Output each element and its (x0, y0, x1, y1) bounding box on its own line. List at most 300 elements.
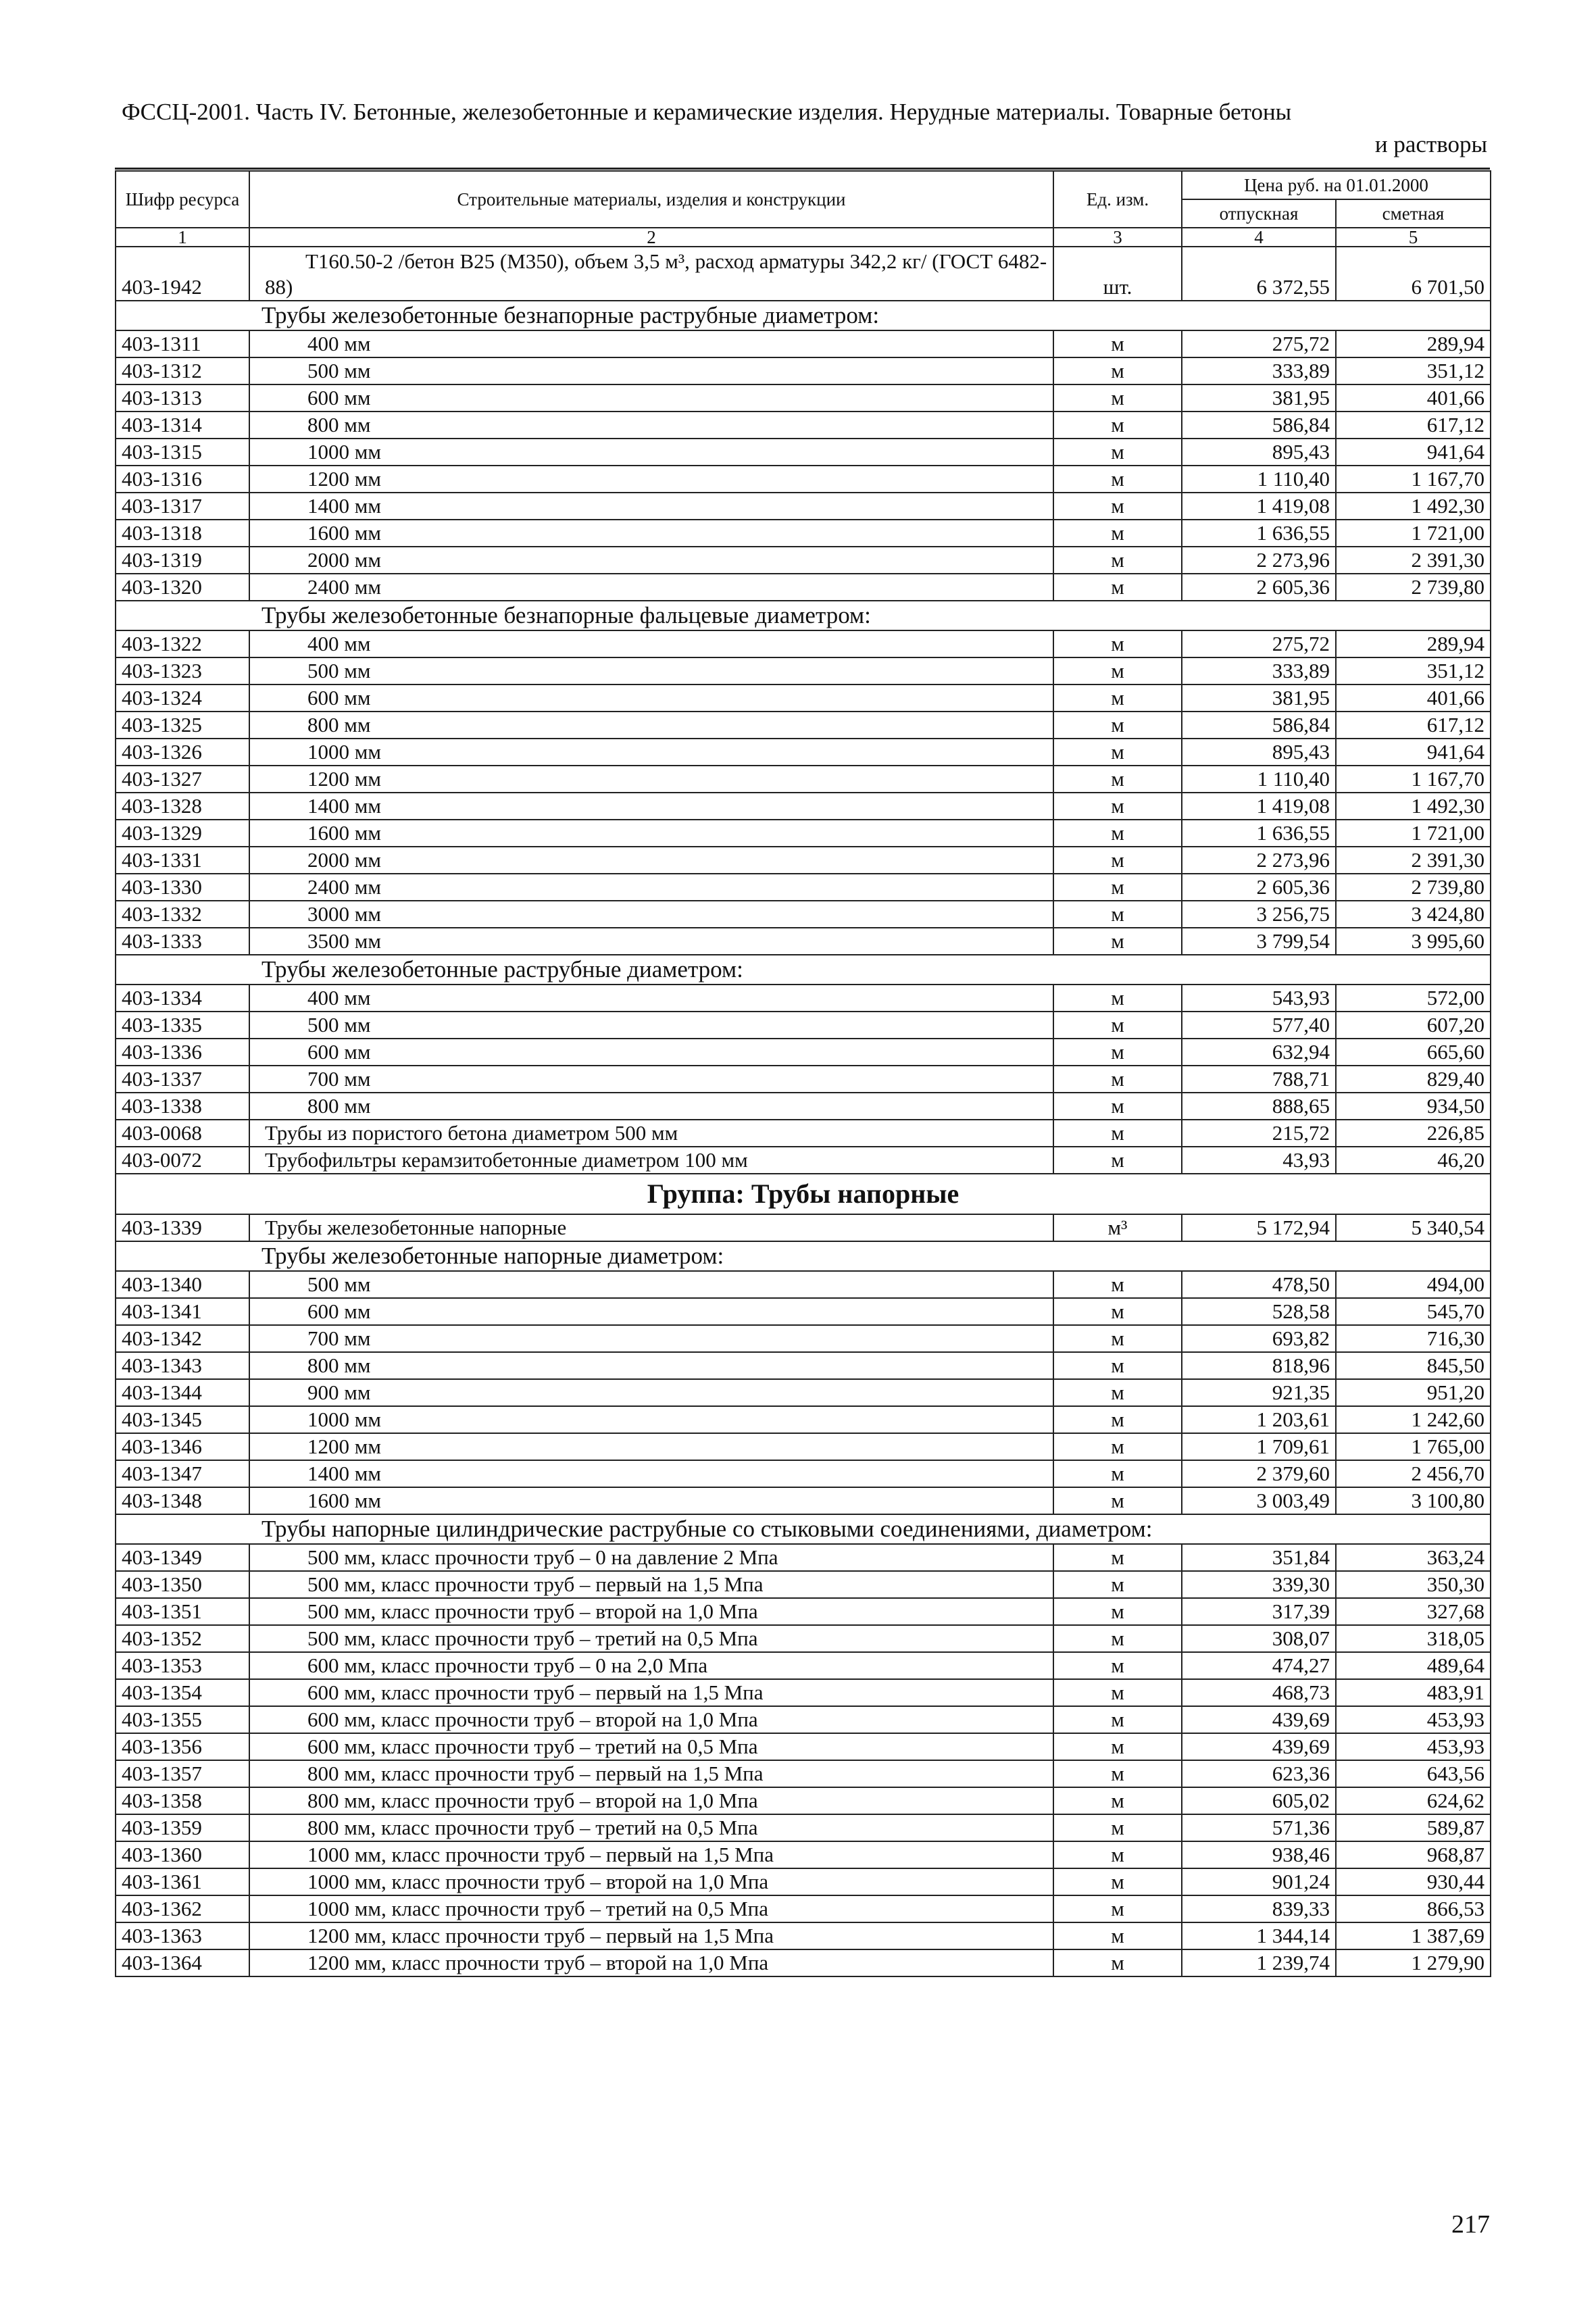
price-estimate-cell: 494,00 (1336, 1271, 1491, 1298)
material-name-cell: 1000 мм, класс прочности труб – первый на 1,5 Мпа (249, 1841, 1053, 1868)
resource-code-cell: 403-1313 (116, 384, 249, 412)
unit-cell: м (1053, 1066, 1182, 1093)
unit-cell: м (1053, 1949, 1182, 1976)
material-name-cell: 500 мм, класс прочности труб – второй на 1,0 Мпа (249, 1598, 1053, 1625)
price-estimate-cell: 2 456,70 (1336, 1460, 1491, 1487)
price-release-cell: 43,93 (1182, 1147, 1336, 1174)
price-estimate-cell: 1 492,30 (1336, 493, 1491, 520)
resource-code-cell: 403-1344 (116, 1379, 249, 1406)
unit-cell: м (1053, 412, 1182, 439)
price-estimate-cell: 665,60 (1336, 1039, 1491, 1066)
material-name-cell: 2400 мм (249, 874, 1053, 901)
material-name-cell: 1400 мм (249, 793, 1053, 820)
resource-code-cell: 403-1343 (116, 1352, 249, 1379)
material-name-cell: Трубы железобетонные напорные (249, 1214, 1053, 1241)
table-row (116, 574, 1491, 601)
table-row (116, 330, 1491, 357)
resource-code-cell: 403-1363 (116, 1922, 249, 1949)
price-estimate-cell: 46,20 (1336, 1147, 1491, 1174)
resource-code-cell: 403-1352 (116, 1625, 249, 1652)
resource-code-cell: 403-1345 (116, 1406, 249, 1433)
material-name-cell: 1200 мм (249, 766, 1053, 793)
unit-cell: м (1053, 1868, 1182, 1895)
material-name-cell: 500 мм (249, 357, 1053, 384)
price-release-cell: 351,84 (1182, 1544, 1336, 1571)
unit-cell: м (1053, 1571, 1182, 1598)
price-estimate-cell: 363,24 (1336, 1544, 1491, 1571)
price-estimate-cell: 930,44 (1336, 1868, 1491, 1895)
unit-cell: м (1053, 1012, 1182, 1039)
price-estimate-cell: 226,85 (1336, 1120, 1491, 1147)
price-release-cell: 1 110,40 (1182, 766, 1336, 793)
price-estimate-cell: 2 739,80 (1336, 574, 1491, 601)
unit-cell: м (1053, 1922, 1182, 1949)
resource-code-cell: 403-1351 (116, 1598, 249, 1625)
section-heading-row (116, 1514, 1491, 1544)
table-row (116, 874, 1491, 901)
unit-cell: м (1053, 901, 1182, 928)
price-estimate-cell: 3 424,80 (1336, 901, 1491, 928)
material-name-cell: Трубофильтры керамзитобетонные диаметром 100 мм (249, 1147, 1053, 1174)
material-name-cell: 2000 мм (249, 847, 1053, 874)
price-release-cell: 381,95 (1182, 684, 1336, 712)
resource-code-cell: 403-1350 (116, 1571, 249, 1598)
table-row (116, 1325, 1491, 1352)
header-title-line1: ФССЦ-2001. Часть IV. Бетонные, железобетонные и керамические изделия. Нерудные материалы. Товарные бетоны (122, 99, 1292, 125)
price-release-cell: 1 636,55 (1182, 520, 1336, 547)
price-release-cell: 1 110,40 (1182, 466, 1336, 493)
resource-code-cell: 403-1335 (116, 1012, 249, 1039)
price-estimate-cell: 351,12 (1336, 657, 1491, 684)
unit-cell: шт. (1053, 247, 1182, 301)
material-name-cell: 500 мм, класс прочности труб – 0 на давление 2 Мпа (249, 1544, 1053, 1571)
group-heading: Группа: Трубы напорные (116, 1174, 1491, 1214)
material-name-cell: 700 мм (249, 1325, 1053, 1352)
table-row (116, 1733, 1491, 1760)
price-estimate-cell: 1 279,90 (1336, 1949, 1491, 1976)
page-header (115, 93, 1490, 170)
table-row (116, 1460, 1491, 1487)
price-estimate-cell: 572,00 (1336, 985, 1491, 1012)
price-release-cell: 275,72 (1182, 630, 1336, 657)
table-row (116, 384, 1491, 412)
table-row (116, 1652, 1491, 1679)
price-release-cell: 468,73 (1182, 1679, 1336, 1706)
price-estimate-cell: 1 721,00 (1336, 520, 1491, 547)
price-release-cell: 577,40 (1182, 1012, 1336, 1039)
table-row (116, 247, 1491, 301)
price-estimate-cell: 1 387,69 (1336, 1922, 1491, 1949)
price-estimate-cell: 1 492,30 (1336, 793, 1491, 820)
col-number-3: 3 (1053, 228, 1182, 247)
price-release-cell: 818,96 (1182, 1352, 1336, 1379)
price-estimate-cell: 829,40 (1336, 1066, 1491, 1093)
table-row (116, 712, 1491, 739)
table-row (116, 439, 1491, 466)
material-name-cell: 500 мм, класс прочности труб – третий на 0,5 Мпа (249, 1625, 1053, 1652)
material-name-cell: Т160.50-2 /бетон В25 (М350), объем 3,5 м³, расход арматуры 342,2 кг/ (ГОСТ 6482-88) (249, 247, 1053, 301)
resource-code-cell: 403-1317 (116, 493, 249, 520)
unit-cell: м (1053, 1379, 1182, 1406)
unit-cell: м (1053, 1093, 1182, 1120)
material-name-cell: 2400 мм (249, 574, 1053, 601)
resource-code-cell: 403-1319 (116, 547, 249, 574)
resource-code-cell: 403-1364 (116, 1949, 249, 1976)
price-release-cell: 275,72 (1182, 330, 1336, 357)
price-release-cell: 339,30 (1182, 1571, 1336, 1598)
unit-cell: м (1053, 357, 1182, 384)
price-release-cell: 3 003,49 (1182, 1487, 1336, 1514)
table-row (116, 357, 1491, 384)
unit-cell: м (1053, 1598, 1182, 1625)
unit-cell: м (1053, 1325, 1182, 1352)
price-release-cell: 1 344,14 (1182, 1922, 1336, 1949)
price-release-cell: 1 239,74 (1182, 1949, 1336, 1976)
section-heading-row (116, 1241, 1491, 1271)
price-estimate-cell: 2 391,30 (1336, 547, 1491, 574)
resource-code-cell: 403-1362 (116, 1895, 249, 1922)
price-release-cell: 333,89 (1182, 657, 1336, 684)
table-row (116, 901, 1491, 928)
price-estimate-cell: 453,93 (1336, 1733, 1491, 1760)
price-estimate-cell: 951,20 (1336, 1379, 1491, 1406)
page-number: 217 (1451, 2210, 1490, 2239)
price-release-cell: 528,58 (1182, 1298, 1336, 1325)
material-name-cell: 800 мм, класс прочности труб – первый на 1,5 Мпа (249, 1760, 1053, 1787)
price-release-cell: 2 379,60 (1182, 1460, 1336, 1487)
unit-cell: м (1053, 1039, 1182, 1066)
table-row (116, 1298, 1491, 1325)
material-name-cell: 600 мм, класс прочности труб – третий на 0,5 Мпа (249, 1733, 1053, 1760)
material-name-cell: 600 мм, класс прочности труб – первый на 1,5 Мпа (249, 1679, 1053, 1706)
table-row (116, 493, 1491, 520)
unit-cell: м (1053, 384, 1182, 412)
unit-cell: м (1053, 574, 1182, 601)
table-row (116, 1271, 1491, 1298)
resource-code-cell: 403-1316 (116, 466, 249, 493)
price-release-cell: 2 273,96 (1182, 847, 1336, 874)
price-estimate-cell: 350,30 (1336, 1571, 1491, 1598)
resource-code-cell: 403-1347 (116, 1460, 249, 1487)
price-estimate-cell: 2 739,80 (1336, 874, 1491, 901)
price-release-cell: 888,65 (1182, 1093, 1336, 1120)
resource-code-cell: 403-1358 (116, 1787, 249, 1814)
price-estimate-cell: 845,50 (1336, 1352, 1491, 1379)
material-name-cell: 1000 мм (249, 439, 1053, 466)
material-name-cell: 3500 мм (249, 928, 1053, 955)
table-row (116, 985, 1491, 1012)
table-row (116, 1598, 1491, 1625)
unit-cell: м (1053, 520, 1182, 547)
price-release-cell: 2 273,96 (1182, 547, 1336, 574)
material-name-cell: 1000 мм (249, 739, 1053, 766)
unit-cell: м (1053, 1352, 1182, 1379)
unit-cell: м (1053, 1406, 1182, 1433)
price-release-cell: 1 203,61 (1182, 1406, 1336, 1433)
price-estimate-cell: 589,87 (1336, 1814, 1491, 1841)
price-release-cell: 2 605,36 (1182, 574, 1336, 601)
resource-code-cell: 403-1334 (116, 985, 249, 1012)
col-header-name: Строительные материалы, изделия и конструкции (249, 171, 1053, 228)
section-heading: Трубы железобетонные безнапорные фальцевые диаметром: (116, 601, 1491, 630)
resource-code-cell: 403-1942 (116, 247, 249, 301)
material-name-cell: 800 мм, класс прочности труб – второй на 1,0 Мпа (249, 1787, 1053, 1814)
price-estimate-cell: 289,94 (1336, 630, 1491, 657)
unit-cell: м (1053, 1814, 1182, 1841)
col-number-4: 4 (1182, 228, 1336, 247)
table-row (116, 1066, 1491, 1093)
resource-code-cell: 403-1329 (116, 820, 249, 847)
resource-code-cell: 403-1355 (116, 1706, 249, 1733)
price-release-cell: 1 419,08 (1182, 793, 1336, 820)
resource-code-cell: 403-1357 (116, 1760, 249, 1787)
price-release-cell: 3 799,54 (1182, 928, 1336, 955)
section-heading-row (116, 301, 1491, 330)
table-row (116, 1868, 1491, 1895)
price-estimate-cell: 6 701,50 (1336, 247, 1491, 301)
material-name-cell: 400 мм (249, 330, 1053, 357)
unit-cell: м (1053, 985, 1182, 1012)
group-heading-row (116, 1174, 1491, 1214)
unit-cell: м (1053, 1147, 1182, 1174)
material-name-cell: 800 мм (249, 1352, 1053, 1379)
material-name-cell: 400 мм (249, 985, 1053, 1012)
price-estimate-cell: 545,70 (1336, 1298, 1491, 1325)
material-name-cell: 900 мм (249, 1379, 1053, 1406)
price-release-cell: 938,46 (1182, 1841, 1336, 1868)
material-name-cell: 1200 мм (249, 466, 1053, 493)
resource-code-cell: 403-1337 (116, 1066, 249, 1093)
price-estimate-cell: 716,30 (1336, 1325, 1491, 1352)
material-name-cell: 800 мм (249, 412, 1053, 439)
price-estimate-cell: 941,64 (1336, 439, 1491, 466)
price-release-cell: 586,84 (1182, 412, 1336, 439)
col-header-price-estimate: сметная (1336, 199, 1491, 228)
unit-cell: м (1053, 1298, 1182, 1325)
unit-cell: м (1053, 1271, 1182, 1298)
price-release-cell: 381,95 (1182, 384, 1336, 412)
price-release-cell: 215,72 (1182, 1120, 1336, 1147)
table-row (116, 1120, 1491, 1147)
resource-code-cell: 403-1336 (116, 1039, 249, 1066)
table-row (116, 1841, 1491, 1868)
material-name-cell: 600 мм (249, 1039, 1053, 1066)
table-row (116, 1706, 1491, 1733)
unit-cell: м (1053, 1895, 1182, 1922)
table-row (116, 1012, 1491, 1039)
unit-cell: м (1053, 1679, 1182, 1706)
header-title-line2: и растворы (1374, 131, 1487, 157)
resource-code-cell: 403-1354 (116, 1679, 249, 1706)
unit-cell: м (1053, 820, 1182, 847)
table-row (116, 1814, 1491, 1841)
price-estimate-cell: 624,62 (1336, 1787, 1491, 1814)
table-row (116, 412, 1491, 439)
unit-cell: м (1053, 793, 1182, 820)
material-name-cell: 1000 мм, класс прочности труб – третий на 0,5 Мпа (249, 1895, 1053, 1922)
unit-cell: м (1053, 684, 1182, 712)
section-heading: Трубы железобетонные раструбные диаметром: (116, 955, 1491, 985)
price-release-cell: 317,39 (1182, 1598, 1336, 1625)
material-name-cell: Трубы из пористого бетона диаметром 500 мм (249, 1120, 1053, 1147)
table-row (116, 1214, 1491, 1241)
resource-code-cell: 403-1338 (116, 1093, 249, 1120)
unit-cell: м (1053, 466, 1182, 493)
price-release-cell: 2 605,36 (1182, 874, 1336, 901)
table-row (116, 1544, 1491, 1571)
resource-code-cell: 403-1361 (116, 1868, 249, 1895)
material-name-cell: 700 мм (249, 1066, 1053, 1093)
resource-code-cell: 403-0072 (116, 1147, 249, 1174)
table-row (116, 466, 1491, 493)
resource-code-cell: 403-1356 (116, 1733, 249, 1760)
resource-code-cell: 403-1359 (116, 1814, 249, 1841)
material-name-cell: 1000 мм, класс прочности труб – второй на 1,0 Мпа (249, 1868, 1053, 1895)
price-estimate-cell: 3 995,60 (1336, 928, 1491, 955)
material-name-cell: 600 мм (249, 684, 1053, 712)
unit-cell: м (1053, 1487, 1182, 1514)
price-estimate-cell: 401,66 (1336, 384, 1491, 412)
price-release-cell: 478,50 (1182, 1271, 1336, 1298)
table-row (116, 1787, 1491, 1814)
price-estimate-cell: 3 100,80 (1336, 1487, 1491, 1514)
col-number-5: 5 (1336, 228, 1491, 247)
section-heading: Трубы железобетонные напорные диаметром: (116, 1241, 1491, 1271)
table-row (116, 1922, 1491, 1949)
price-estimate-cell: 617,12 (1336, 412, 1491, 439)
table-header-row (116, 171, 1491, 199)
unit-cell: м (1053, 712, 1182, 739)
price-release-cell: 1 419,08 (1182, 493, 1336, 520)
unit-cell: м (1053, 630, 1182, 657)
unit-cell: м (1053, 439, 1182, 466)
price-estimate-cell: 453,93 (1336, 1706, 1491, 1733)
unit-cell: м (1053, 1544, 1182, 1571)
unit-cell: м (1053, 657, 1182, 684)
material-name-cell: 400 мм (249, 630, 1053, 657)
table-row (116, 1147, 1491, 1174)
price-release-cell: 5 172,94 (1182, 1214, 1336, 1241)
price-table-body (116, 171, 1491, 1976)
material-name-cell: 600 мм (249, 1298, 1053, 1325)
resource-code-cell: 403-1318 (116, 520, 249, 547)
price-estimate-cell: 968,87 (1336, 1841, 1491, 1868)
price-estimate-cell: 2 391,30 (1336, 847, 1491, 874)
price-release-cell: 693,82 (1182, 1325, 1336, 1352)
price-release-cell: 439,69 (1182, 1706, 1336, 1733)
price-release-cell: 921,35 (1182, 1379, 1336, 1406)
col-header-unit: Ед. изм. (1053, 171, 1182, 228)
column-number-row (116, 228, 1491, 247)
col-number-1: 1 (116, 228, 249, 247)
price-estimate-cell: 1 167,70 (1336, 766, 1491, 793)
resource-code-cell: 403-1323 (116, 657, 249, 684)
material-name-cell: 500 мм (249, 657, 1053, 684)
table-row (116, 1379, 1491, 1406)
table-row (116, 630, 1491, 657)
unit-cell: м (1053, 1625, 1182, 1652)
unit-cell: м (1053, 766, 1182, 793)
material-name-cell: 500 мм (249, 1271, 1053, 1298)
price-estimate-cell: 1 167,70 (1336, 466, 1491, 493)
col-header-price-release: отпускная (1182, 199, 1336, 228)
table-row (116, 1571, 1491, 1598)
resource-code-cell: 403-1333 (116, 928, 249, 955)
table-row (116, 1406, 1491, 1433)
unit-cell: м (1053, 1787, 1182, 1814)
material-name-cell: 1200 мм (249, 1433, 1053, 1460)
price-release-cell: 474,27 (1182, 1652, 1336, 1679)
unit-cell: м (1053, 547, 1182, 574)
unit-cell: м (1053, 1706, 1182, 1733)
unit-cell: м (1053, 1120, 1182, 1147)
price-release-cell: 439,69 (1182, 1733, 1336, 1760)
price-estimate-cell: 1 765,00 (1336, 1433, 1491, 1460)
price-estimate-cell: 1 721,00 (1336, 820, 1491, 847)
material-name-cell: 800 мм (249, 1093, 1053, 1120)
price-estimate-cell: 1 242,60 (1336, 1406, 1491, 1433)
material-name-cell: 3000 мм (249, 901, 1053, 928)
table-row (116, 1949, 1491, 1976)
unit-cell: м (1053, 493, 1182, 520)
unit-cell: м³ (1053, 1214, 1182, 1241)
resource-code-cell: 403-1353 (116, 1652, 249, 1679)
section-heading-row (116, 955, 1491, 985)
material-name-cell: 600 мм, класс прочности труб – второй на 1,0 Мпа (249, 1706, 1053, 1733)
resource-code-cell: 403-1341 (116, 1298, 249, 1325)
price-release-cell: 571,36 (1182, 1814, 1336, 1841)
table-row (116, 657, 1491, 684)
section-heading: Трубы железобетонные безнапорные раструбные диаметром: (116, 301, 1491, 330)
price-estimate-cell: 866,53 (1336, 1895, 1491, 1922)
material-name-cell: 1400 мм (249, 1460, 1053, 1487)
material-name-cell: 500 мм, класс прочности труб – первый на 1,5 Мпа (249, 1571, 1053, 1598)
resource-code-cell: 403-1348 (116, 1487, 249, 1514)
price-release-cell: 1 636,55 (1182, 820, 1336, 847)
table-row (116, 847, 1491, 874)
material-name-cell: 1200 мм, класс прочности труб – второй на 1,0 Мпа (249, 1949, 1053, 1976)
col-header-price-group: Цена руб. на 01.01.2000 (1182, 171, 1491, 199)
unit-cell: м (1053, 1733, 1182, 1760)
table-row (116, 684, 1491, 712)
material-name-cell: 1400 мм (249, 493, 1053, 520)
resource-code-cell: 403-1346 (116, 1433, 249, 1460)
unit-cell: м (1053, 847, 1182, 874)
unit-cell: м (1053, 1760, 1182, 1787)
col-number-2: 2 (249, 228, 1053, 247)
price-release-cell: 895,43 (1182, 439, 1336, 466)
price-estimate-cell: 643,56 (1336, 1760, 1491, 1787)
resource-code-cell: 403-1312 (116, 357, 249, 384)
material-name-cell: 800 мм, класс прочности труб – третий на 0,5 Мпа (249, 1814, 1053, 1841)
resource-code-cell: 403-0068 (116, 1120, 249, 1147)
price-release-cell: 788,71 (1182, 1066, 1336, 1093)
price-table (115, 170, 1491, 1977)
unit-cell: м (1053, 1841, 1182, 1868)
section-heading-row (116, 601, 1491, 630)
table-row (116, 928, 1491, 955)
resource-code-cell: 403-1325 (116, 712, 249, 739)
resource-code-cell: 403-1315 (116, 439, 249, 466)
unit-cell: м (1053, 1652, 1182, 1679)
table-row (116, 820, 1491, 847)
material-name-cell: 1600 мм (249, 520, 1053, 547)
material-name-cell: 1600 мм (249, 1487, 1053, 1514)
price-estimate-cell: 401,66 (1336, 684, 1491, 712)
price-estimate-cell: 289,94 (1336, 330, 1491, 357)
unit-cell: м (1053, 330, 1182, 357)
price-estimate-cell: 318,05 (1336, 1625, 1491, 1652)
